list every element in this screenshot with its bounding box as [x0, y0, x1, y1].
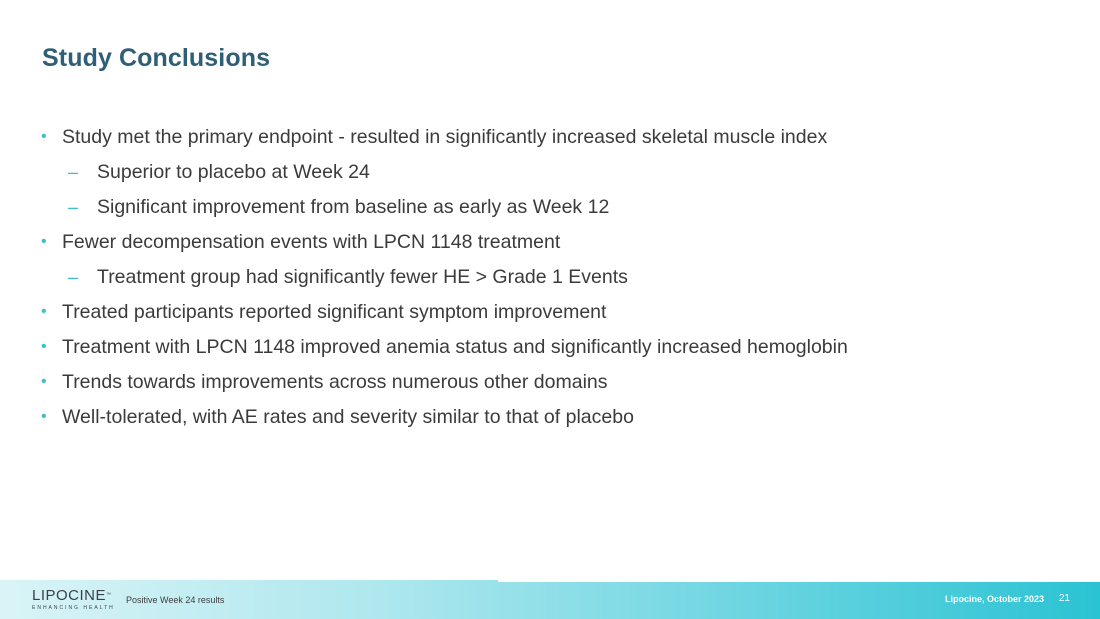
bullet-list: [40, 122, 1040, 437]
logo-text: LIPOCINE: [32, 587, 107, 604]
bullet-marker: •: [41, 338, 47, 355]
bullet-text: Trends towards improvements across numerous other domains: [62, 371, 608, 393]
bullet-item: [40, 332, 1040, 367]
sub-bullet-marker: –: [68, 197, 79, 217]
logo-trademark: ™: [106, 592, 112, 598]
bullet-item: [40, 297, 1040, 332]
logo-tagline: ENHANCING HEALTH: [32, 605, 115, 611]
footer-date: Lipocine, October 2023: [944, 594, 1044, 604]
bullet-item: [40, 227, 1040, 262]
page-number: 21: [1058, 593, 1070, 604]
sub-bullet-item: [40, 262, 1040, 297]
bullet-marker: •: [41, 128, 47, 145]
logo-wordmark: [32, 588, 116, 603]
bullet-text: Fewer decompensation events with LPCN 1148 treatment: [62, 231, 561, 253]
footer-subtitle: Positive Week 24 results: [126, 595, 225, 605]
sub-bullet-item: [40, 157, 1040, 192]
sub-bullet-marker: –: [68, 162, 79, 182]
sub-bullet-text: Significant improvement from baseline as early as Week 12: [97, 196, 610, 218]
bullet-item: [40, 122, 1040, 157]
sub-bullet-marker: –: [68, 267, 79, 287]
bullet-text: Treatment with LPCN 1148 improved anemia status and significantly increased hemoglobin: [62, 336, 848, 358]
bullet-marker: •: [41, 303, 47, 320]
bullet-item: [40, 367, 1040, 402]
bullet-text: Study met the primary endpoint - resulted in significantly increased skeletal muscle index: [62, 126, 828, 148]
bullet-text: Treated participants reported significant symptom improvement: [62, 301, 607, 323]
bullet-item: [40, 402, 1040, 437]
bullet-marker: •: [41, 408, 47, 425]
slide-title: Study Conclusions: [42, 44, 271, 72]
bullet-marker: •: [41, 373, 47, 390]
lipocine-logo: [32, 588, 116, 614]
sub-bullet-text: Treatment group had significantly fewer HE > Grade 1 Events: [97, 266, 628, 288]
sub-bullet-text: Superior to placebo at Week 24: [97, 161, 370, 183]
footer-divider: [498, 580, 1100, 582]
bullet-marker: •: [41, 233, 47, 250]
bullet-text: Well-tolerated, with AE rates and severity similar to that of placebo: [62, 406, 634, 428]
sub-bullet-item: [40, 192, 1040, 227]
